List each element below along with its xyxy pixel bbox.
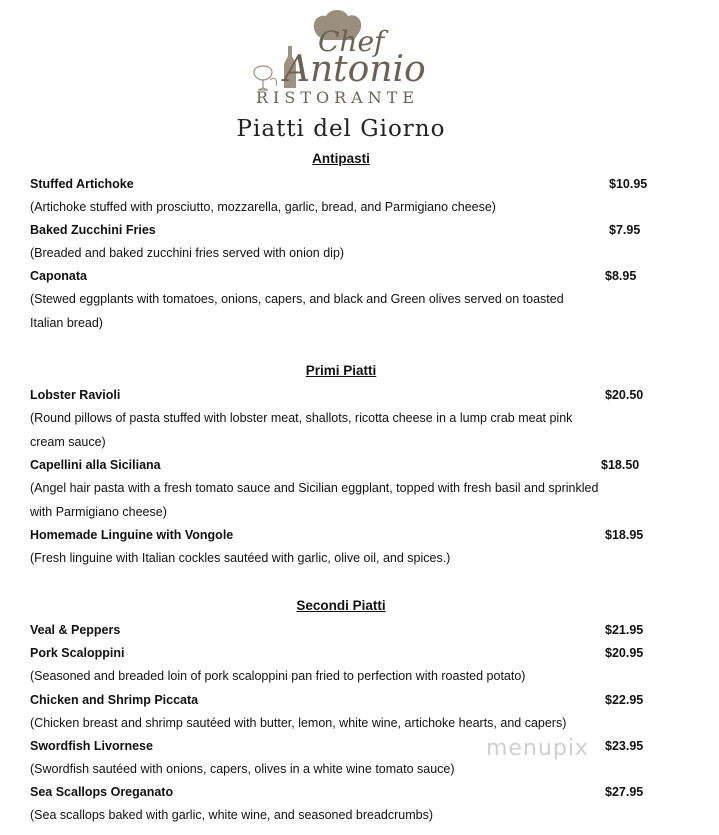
menu-item-price: $8.95 xyxy=(605,269,637,283)
menu-item-description: (Seasoned and breaded loin of pork scaloppini pan fried to perfection with roasted potato) xyxy=(30,669,526,683)
section-heading-primi-piatti: Primi Piatti xyxy=(305,363,377,378)
logo-chef-text: Chef xyxy=(318,25,385,58)
menu-item-price: $7.95 xyxy=(609,223,641,237)
menu-item-description: Italian bread) xyxy=(30,316,103,330)
logo-antonio-text: Antonio xyxy=(284,49,426,90)
menu-item-name: Baked Zucchini Fries xyxy=(30,223,156,237)
menu-item-description: (Sea scallops baked with garlic, white wine, and seasoned breadcrumbs) xyxy=(30,808,433,822)
page-title: Piatti del Giorno xyxy=(236,116,446,142)
section-heading-secondi-piatti: Secondi Piatti xyxy=(296,598,386,613)
menu-item-name: Sea Scallops Oreganato xyxy=(30,785,174,799)
menu-item-description: (Round pillows of pasta stuffed with lobster meat, shallots, ricotta cheese in a lump crab meat pink xyxy=(30,411,573,425)
menu-item-price: $18.95 xyxy=(605,528,644,542)
menu-item-name: Capellini alla Siciliana xyxy=(30,458,161,472)
menu-item-description: (Artichoke stuffed with prosciutto, mozzarella, garlic, bread, and Parmigiano cheese) xyxy=(30,200,496,214)
menu-item-description: (Breaded and baked zucchini fries served with onion dip) xyxy=(30,246,345,260)
menu-item-price: $10.95 xyxy=(609,177,648,191)
menu-item-price: $21.95 xyxy=(605,623,644,637)
menu-item-description: (Chicken breast and shrimp sautéed with butter, lemon, white wine, artichoke hearts, and capers) xyxy=(30,716,567,730)
menu-item-price: $22.95 xyxy=(605,693,644,707)
menu-item-price: $27.95 xyxy=(605,785,644,799)
menu-item-name: Homemade Linguine with Vongole xyxy=(30,528,234,542)
menu-item-name: Lobster Ravioli xyxy=(30,388,121,402)
menu-item-description: (Stewed eggplants with tomatoes, onions, capers, and black and Green olives served on toasted xyxy=(30,292,564,306)
menu-item-price: $20.50 xyxy=(605,388,644,402)
logo-ristorante-text: RISTORANTE xyxy=(256,88,420,107)
menu-item-price: $18.50 xyxy=(601,458,640,472)
menu-item-name: Caponata xyxy=(30,269,87,283)
menu-item-name: Pork Scaloppini xyxy=(30,646,125,660)
menu-item-name: Veal & Peppers xyxy=(30,623,121,637)
menu-item-description: (Fresh linguine with Italian cockles sautéed with garlic, olive oil, and spices.) xyxy=(30,551,451,565)
menu-item-name: Swordfish Livornese xyxy=(30,739,153,753)
menu-item-description: (Angel hair pasta with a fresh tomato sauce and Sicilian eggplant, topped with fresh basil and sprinkled xyxy=(30,481,599,495)
restaurant-logo xyxy=(248,6,433,110)
menu-item-description: cream sauce) xyxy=(30,435,106,449)
menu-item-name: Stuffed Artichoke xyxy=(30,177,134,191)
menu-item-description: (Swordfish sautéed with onions, capers, olives in a white wine tomato sauce) xyxy=(30,762,455,776)
menu-item-description: with Parmigiano cheese) xyxy=(30,505,167,519)
section-heading-antipasti: Antipasti xyxy=(312,151,370,166)
menu-item-price: $23.95 xyxy=(605,739,644,753)
menu-item-name: Chicken and Shrimp Piccata xyxy=(30,693,199,707)
menupix-watermark: menupix xyxy=(486,736,589,761)
menu-item-price: $20.95 xyxy=(605,646,644,660)
